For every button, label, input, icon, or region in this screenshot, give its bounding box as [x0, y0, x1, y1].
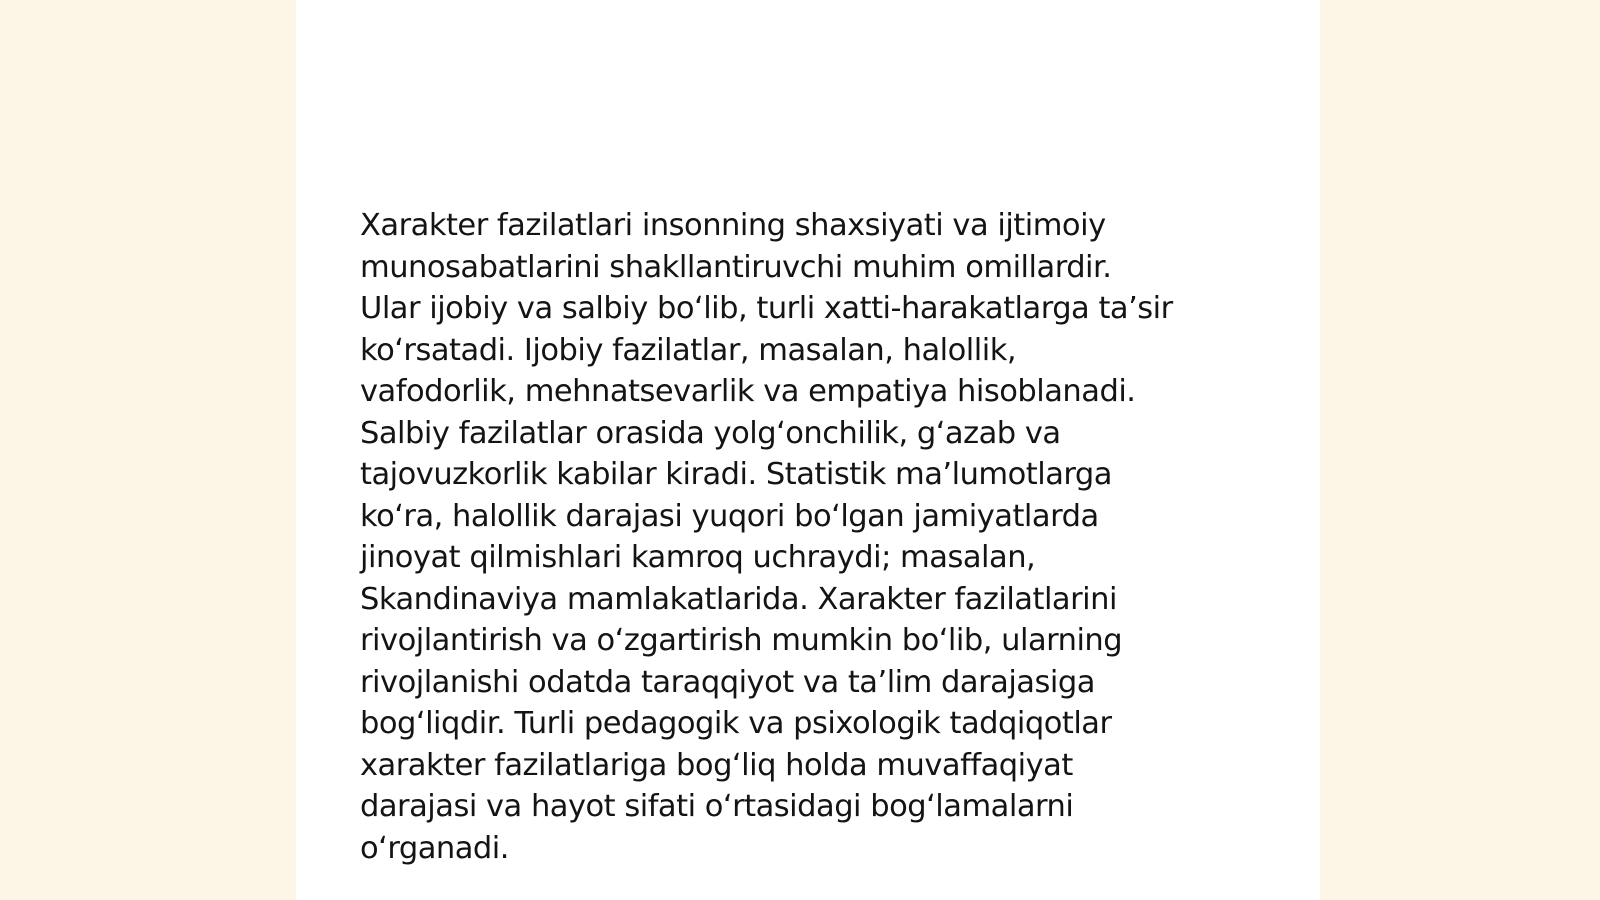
- document-page[interactable]: [296, 0, 1320, 900]
- body-paragraph: Xarakter fazilatlari insonning shaxsiyati va ijtimoiy munosabatlarini shakllantiruvchi muhim omillardir. Ular ijobiy va salbiy boʻlib, turli xatti-harakatlarga taʼsir koʻrsatadi. Ijobiy fazilatlar, masalan, halollik, vafodorlik, mehnatsevarlik va empatiya hisoblanadi. Salbiy fazilatlar orasida yolgʻonchilik, gʻazab va tajovuzkorlik kabilar kiradi. Statistik maʼlumotlarga koʻra, halollik darajasi yuqori boʻlgan jamiyatlarda jinoyat qilmishlari kamroq uchraydi; masalan, Skandinaviya mamlakatlarida. Xarakter fazilatlarini rivojlantirish va oʻzgartirish mumkin boʻlib, ularning rivojlanishi odatda taraqqiyot va taʼlim darajasiga bogʻliqdir. Turli pedagogik va psixologik tadqiqotlar xarakter fazilatlariga bogʻliq holda muvaffaqiyat darajasi va hayot sifati oʻrtasidagi bogʻlamalarni oʻrganadi.: [360, 208, 1173, 866]
